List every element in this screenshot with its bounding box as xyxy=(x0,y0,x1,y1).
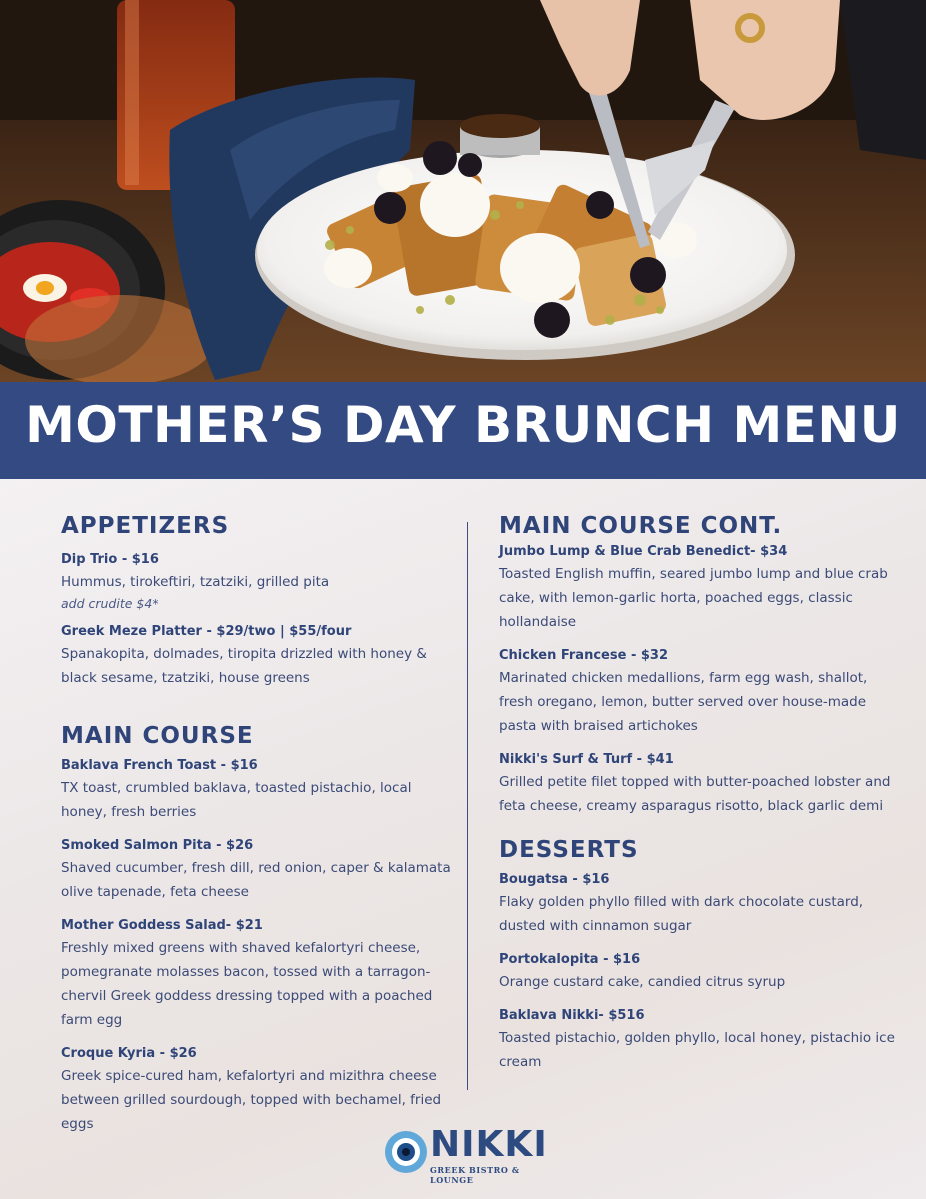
item-name: Jumbo Lump & Blue Crab Benedict- $34 xyxy=(499,544,788,559)
section-title: DESSERTS xyxy=(499,837,639,863)
item-name: Smoked Salmon Pita - $26 xyxy=(61,838,254,853)
item-description: Spanakopita, dolmades, tiropita drizzled with honey & black sesame, tzatziki, house greens xyxy=(61,646,427,686)
section-title: MAIN COURSE xyxy=(61,723,254,749)
right-column xyxy=(499,512,899,1086)
menu-item xyxy=(61,622,461,690)
item-note: add crudite $4* xyxy=(61,596,159,611)
item-description: Hummus, tirokeftiri, tzatziki, grilled pita xyxy=(61,574,330,590)
section-main-course-cont xyxy=(499,512,899,818)
evil-eye-icon xyxy=(384,1130,428,1174)
section-gap xyxy=(61,702,461,722)
item-description: TX toast, crumbled baklava, toasted pistachio, local honey, fresh berries xyxy=(61,780,412,820)
section-desserts xyxy=(499,836,899,1074)
item-description: Grilled petite filet topped with butter-poached lobster and feta cheese, creamy asparagus risotto, black garlic demi xyxy=(499,774,891,814)
column-divider xyxy=(467,522,468,1090)
menu-item xyxy=(61,1044,461,1136)
nikki-logo xyxy=(384,1124,554,1185)
section-main-course xyxy=(61,722,461,1136)
section-title: MAIN COURSE CONT. xyxy=(499,513,783,539)
menu-item xyxy=(61,836,461,904)
menu-item xyxy=(499,950,899,994)
french-toast-plate-illustration xyxy=(0,0,926,382)
menu-item xyxy=(499,750,899,818)
menu-item xyxy=(61,756,461,824)
item-description: Freshly mixed greens with shaved kefalortyri cheese, pomegranate molasses bacon, tossed with a tarragon-chervil Greek goddess dressing topped with a poached farm egg xyxy=(61,940,433,1028)
logo-tagline: GREEK BISTRO & LOUNGE xyxy=(430,1165,520,1185)
menu-item xyxy=(499,542,899,634)
item-description: Flaky golden phyllo filled with dark chocolate custard, dusted with cinnamon sugar xyxy=(499,894,864,934)
menu-item xyxy=(499,646,899,738)
hero-photo xyxy=(0,0,926,382)
menu-item xyxy=(61,550,461,614)
item-name: Baklava French Toast - $16 xyxy=(61,758,258,773)
item-name: Nikki's Surf & Turf - $41 xyxy=(499,752,674,767)
item-name: Croque Kyria - $26 xyxy=(61,1046,197,1061)
item-description: Toasted English muffin, seared jumbo lump and blue crab cake, with lemon-garlic horta, poached eggs, classic hollandaise xyxy=(499,566,888,630)
item-name: Chicken Francese - $32 xyxy=(499,648,668,663)
item-description: Toasted pistachio, golden phyllo, local honey, pistachio ice cream xyxy=(499,1030,895,1070)
item-description: Shaved cucumber, fresh dill, red onion, caper & kalamata olive tapenade, feta cheese xyxy=(61,860,451,900)
item-description: Marinated chicken medallions, farm egg wash, shallot, fresh oregano, lemon, butter served over house-made pasta with braised artichokes xyxy=(499,670,868,734)
left-column xyxy=(61,512,461,1148)
title-banner xyxy=(0,382,926,479)
item-name: Baklava Nikki- $516 xyxy=(499,1008,645,1023)
logo-name: NIKKI xyxy=(430,1124,548,1165)
menu-item xyxy=(499,1006,899,1074)
section-appetizers xyxy=(61,512,461,690)
item-name: Portokalopita - $16 xyxy=(499,952,641,967)
section-title: APPETIZERS xyxy=(61,513,230,539)
item-name: Dip Trio - $16 xyxy=(61,552,159,567)
page-title: MOTHER’S DAY BRUNCH MENU xyxy=(25,396,901,454)
item-name: Mother Goddess Salad- $21 xyxy=(61,918,263,933)
item-name: Greek Meze Platter - $29/two | $55/four xyxy=(61,624,352,639)
item-name: Bougatsa - $16 xyxy=(499,872,610,887)
menu-item xyxy=(499,870,899,938)
menu-item xyxy=(61,916,461,1032)
item-description: Greek spice-cured ham, kefalortyri and mizithra cheese between grilled sourdough, topped with bechamel, fried eggs xyxy=(61,1068,442,1132)
item-description: Orange custard cake, candied citrus syrup xyxy=(499,974,786,990)
